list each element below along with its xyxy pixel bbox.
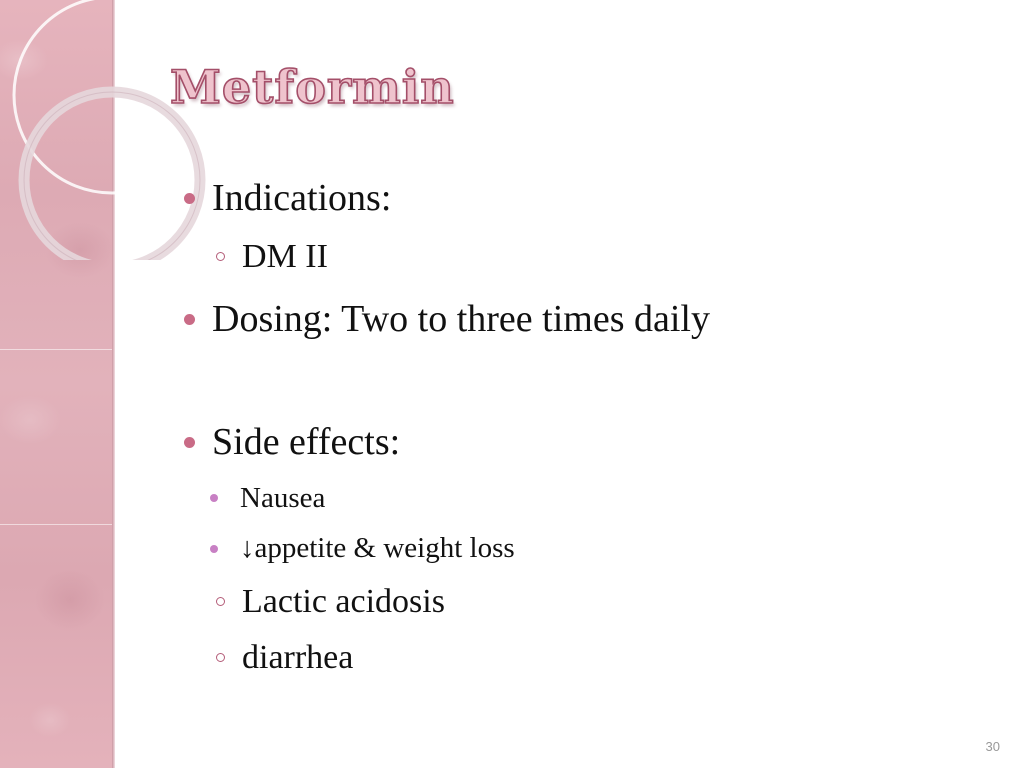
sub-item-lactic-acidosis: Lactic acidosis [242,583,445,620]
sub-item-dm2: DM II [242,238,328,275]
sub-item-diarrhea: diarrhea [242,639,354,676]
panel-divider [0,349,112,350]
sub-bullet-icon [216,653,225,662]
bullet-side-effects: Side effects: [212,421,401,463]
decorative-arcs [0,0,260,260]
sub-bullet-icon [216,597,225,606]
bullet-icon [184,437,195,448]
bullet-icon [184,314,195,325]
page-number: 30 [985,739,1000,754]
sub-bullet-icon [216,252,225,261]
panel-divider [0,524,112,525]
bullet-indications: Indications: [212,177,392,219]
slide-title: Metformin [170,60,455,114]
bullet-icon [184,193,195,204]
bullet-dosing: Dosing: Two to three times daily [212,298,710,340]
sub-item-nausea: Nausea [240,482,326,514]
sub-item-appetite: ↓appetite & weight loss [240,532,515,564]
small-bullet-icon [210,545,218,553]
small-bullet-icon [210,494,218,502]
